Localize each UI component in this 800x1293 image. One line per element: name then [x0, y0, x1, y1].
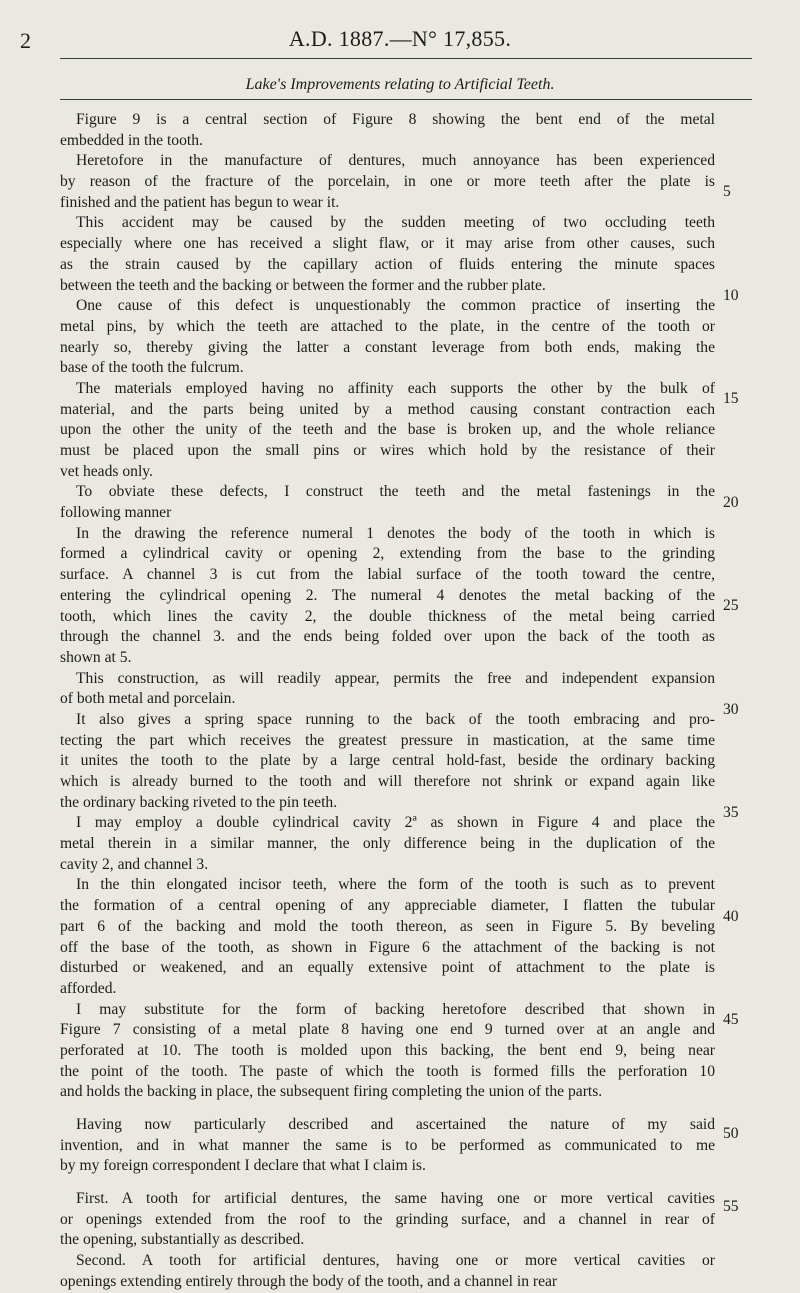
text-line: invention, and in what manner the same is to be performed as communicated to me [60, 1136, 715, 1154]
margin-line-number: 50 [723, 1125, 739, 1142]
header-rule [60, 58, 752, 59]
text-line: following manner [60, 504, 172, 522]
margin-line-number: 30 [723, 701, 739, 718]
text-line: it unites the tooth to the plate by a large central hold-fast, beside the ordinary backing [60, 752, 715, 770]
text-line: the formation of a central opening of any appreciable diameter, I flatten the tubular [60, 897, 715, 915]
text-line: which is already burned to the tooth and will therefore not shrink or expand again like [60, 773, 715, 790]
text-line: Having now particularly described and ascertained the nature of my said [76, 1116, 715, 1133]
text-line: surface. A channel 3 is cut from the labial surface of the tooth toward the centre, [60, 566, 715, 584]
text-line: between the teeth and the backing or between the former and the rubber plate. [60, 276, 546, 294]
text-line: vet heads only. [60, 462, 153, 480]
margin-line-number: 40 [723, 908, 739, 925]
text-line: the opening, substantially as described. [60, 1231, 305, 1249]
margin-line-number: 15 [723, 390, 739, 407]
text-line: perforated at 10. The tooth is molded upon this backing, the bent end 9, being near [60, 1041, 715, 1059]
text-line: The materials employed having no affinity each supports the other by the bulk of [76, 379, 715, 397]
margin-line-number: 5 [723, 183, 731, 200]
text-line: metal therein in a similar manner, the only difference being in the duplication of the [60, 835, 715, 853]
text-line: nearly so, thereby giving the latter a constant leverage from both ends, making the [60, 338, 715, 356]
margin-line-number: 25 [723, 597, 739, 614]
text-line: afforded. [60, 979, 117, 997]
text-line: openings extending entirely through the body of the tooth, and a channel in rear [60, 1272, 558, 1290]
text-line: Second. A tooth for artificial dentures, having one or more vertical cavities or [76, 1252, 715, 1270]
text-line: formed a cylindrical cavity or opening 2, extending from the base to the grinding [60, 545, 715, 563]
text-line: of both metal and porcelain. [60, 690, 236, 708]
text-line: the point of the tooth. The paste of which the tooth is formed fills the perforation 10 [60, 1062, 715, 1080]
text-line: This accident may be caused by the sudden meeting of two occluding teeth [76, 214, 715, 232]
paragraph-gap [60, 1177, 715, 1189]
text-line: finished and the patient has begun to wear it. [60, 193, 340, 211]
text-line: shown at 5. [60, 648, 132, 666]
text-line: by my foreign correspondent I declare that what I claim is. [60, 1157, 426, 1175]
margin-line-number: 45 [723, 1011, 739, 1028]
text-line: One cause of this defect is unquestionably the common practice of inserting the [76, 297, 715, 315]
text-line: as the strain caused by the capillary action of fluids entering the minute spaces [60, 255, 715, 273]
text-line: metal pins, by which the teeth are attached to the plate, in the centre of the tooth or [60, 317, 715, 335]
running-head: Lake's Improvements relating to Artificial Teeth. [245, 76, 555, 93]
text-line: off the base of the tooth, as shown in Figure 6 the attachment of the backing is not [60, 938, 715, 956]
text-line: tecting the part which receives the greatest pressure in mastication, at the same time [60, 731, 715, 749]
text-line: In the drawing the reference numeral 1 denotes the body of the tooth in which is [76, 524, 715, 542]
text-line: or openings extended from the roof to the grinding surface, and a channel in rear of [60, 1210, 715, 1228]
margin-line-number: 35 [723, 804, 739, 821]
text-line: First. A tooth for artificial dentures, the same having one or more vertical cavities [76, 1190, 715, 1208]
text-line: It also gives a spring space running to the back of the tooth embracing and pro- [76, 710, 715, 728]
text-line: cavity 2, and channel 3. [60, 855, 209, 873]
text-line: must be placed upon the small pins or wires which hold by the resistance of their [60, 442, 715, 459]
text-line: entering the cylindrical opening 2. The numeral 4 denotes the metal backing of the [60, 586, 715, 604]
text-line: and holds the backing in place, the subsequent firing completing the union of the parts. [60, 1083, 603, 1101]
text-line: by reason of the fracture of the porcelain, in one or more teeth after the plate is [60, 173, 715, 191]
text-line: through the channel 3. and the ends being folded over upon the back of the tooth as [60, 628, 715, 646]
text-line: disturbed or weakened, and an equally extensive point of attachment to the plate is [60, 959, 715, 977]
paragraph-gap [60, 1103, 715, 1115]
text-line: base of the tooth the fulcrum. [60, 359, 244, 377]
text-line: This construction, as will readily appear, permits the free and independent expansion [76, 669, 715, 687]
text-line: embedded in the tooth. [60, 131, 203, 149]
text-line: To obviate these defects, I construct the teeth and the metal fastenings in the [76, 483, 715, 501]
body-text [60, 110, 715, 1293]
page-number: 2 [20, 28, 31, 53]
running-head-rule [60, 99, 752, 100]
text-line: Figure 9 is a central section of Figure 8 showing the bent end of the metal [76, 111, 715, 128]
text-line: upon the other the unity of the teeth and the base is broken up, and the whole reliance [60, 421, 715, 439]
text-line: tooth, which lines the cavity 2, the double thickness of the metal being carried [60, 607, 715, 625]
margin-line-number: 55 [723, 1198, 739, 1215]
text-line: the ordinary backing riveted to the pin teeth. [60, 793, 338, 811]
text-line: Figure 7 consisting of a metal plate 8 having one end 9 turned over at an angle and [60, 1021, 715, 1039]
text-line: material, and the parts being united by a method causing constant contraction each [60, 400, 715, 418]
text-line: In the thin elongated incisor teeth, where the form of the tooth is such as to prevent [76, 876, 715, 894]
margin-line-number: 20 [723, 494, 739, 511]
text-line: I may employ a double cylindrical cavity 2ª as shown in Figure 4 and place the [76, 814, 715, 832]
margin-line-number: 10 [723, 287, 739, 304]
text-line: Heretofore in the manufacture of dentures, much annoyance has been experienced [76, 152, 715, 170]
page-title: A.D. 1887.—N° 17,855. [288, 26, 512, 51]
text-line: part 6 of the backing and mold the tooth thereon, as seen in Figure 5. By beveling [60, 917, 715, 935]
text-line: especially where one has received a slight flaw, or it may arise from other causes, such [60, 235, 715, 253]
text-line: I may substitute for the form of backing heretofore described that shown in [76, 1000, 715, 1018]
